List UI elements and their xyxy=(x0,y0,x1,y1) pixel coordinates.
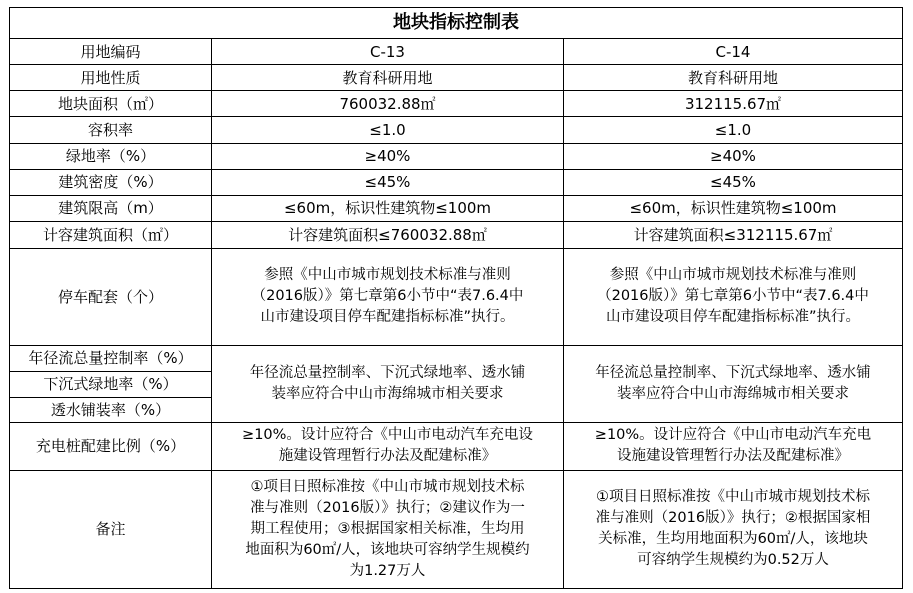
c14-value: C-14 xyxy=(564,39,903,65)
table-row xyxy=(10,39,903,65)
text-line: 装率应符合中山市海绵城市相关要求 xyxy=(617,385,849,402)
notes-row xyxy=(10,470,903,588)
notes-label: 备注 xyxy=(10,470,212,588)
charging-row xyxy=(10,422,903,470)
row-label: 用地编码 xyxy=(10,39,212,65)
eco-c14 xyxy=(564,345,903,422)
text-line: 地面积为60㎡/人，该地块可容纳学生规模约 xyxy=(245,541,530,558)
table-row xyxy=(10,143,903,169)
runoff-control-label: 年径流总量控制率（%） xyxy=(10,345,212,371)
table-row xyxy=(10,91,903,117)
c14-value: ≤1.0 xyxy=(564,117,903,143)
table-row xyxy=(10,65,903,91)
parking-label: 停车配套（个） xyxy=(10,248,212,345)
text-line: ①项目日照标准按《中山市城市规划技术标 xyxy=(250,478,525,495)
notes-c13 xyxy=(212,470,564,588)
row-label: 建筑密度（%） xyxy=(10,169,212,195)
table-row xyxy=(10,169,903,195)
text-line: 山市建设项目停车配建指标标准”执行。 xyxy=(605,309,860,326)
indicator-control-table xyxy=(9,7,903,589)
row-label: 用地性质 xyxy=(10,65,212,91)
text-line: 年径流总量控制率、下沉式绿地率、透水铺 xyxy=(595,364,871,381)
text-line: 关标准，生均用地面积为60㎡/人，该地块 xyxy=(598,531,868,548)
c13-value: ≤60m，标识性建筑物≤100m xyxy=(212,195,564,221)
text-line: 参照《中山市城市规划技术标准与准则 xyxy=(609,267,857,284)
c13-value: 760032.88㎡ xyxy=(212,91,564,117)
text-line: 为1.27万人 xyxy=(349,562,426,579)
title-row xyxy=(10,8,903,39)
permeable-paving-label: 透水铺装率（%） xyxy=(10,397,212,422)
parking-c13 xyxy=(212,248,564,345)
c14-value: 312115.67㎡ xyxy=(564,91,903,117)
text-line: ≥10%。设计应符合《中山市电动汽车充电设 xyxy=(242,427,533,444)
table-row xyxy=(10,195,903,221)
c13-value: C-13 xyxy=(212,39,564,65)
text-line: ≥10%。设计应符合《中山市电动汽车充电 xyxy=(594,427,872,444)
eco-c13 xyxy=(212,345,564,422)
text-line: 参照《中山市城市规划技术标准与准则 xyxy=(264,267,511,284)
c14-value: ≤45% xyxy=(564,169,903,195)
text-line: 设施建设管理暂行办法及配建标准》 xyxy=(617,448,849,465)
parking-c14 xyxy=(564,248,903,345)
c13-value: ≤1.0 xyxy=(212,117,564,143)
parking-row xyxy=(10,248,903,345)
c13-value: 教育科研用地 xyxy=(212,65,564,91)
text-line: 年径流总量控制率、下沉式绿地率、透水铺 xyxy=(249,364,526,381)
text-line: 准与准则（2016版）》执行；②建议作为一 xyxy=(250,499,525,516)
c14-value: ≥40% xyxy=(564,143,903,169)
row-label: 计容建筑面积（㎡） xyxy=(10,221,212,248)
text-line: （2016版）》第七章第6小节中“表7.6.4中 xyxy=(251,288,524,305)
table-title: 地块指标控制表 xyxy=(10,8,903,39)
text-line: 可容纳学生规模约为0.52万人 xyxy=(637,552,829,569)
charging-c13 xyxy=(212,422,564,470)
c13-value: 计容建筑面积≤760032.88㎡ xyxy=(212,221,564,248)
c14-value: 计容建筑面积≤312115.67㎡ xyxy=(564,221,903,248)
text-line: 准与准则（2016版）》执行；②根据国家相 xyxy=(595,510,871,527)
c13-value: ≤45% xyxy=(212,169,564,195)
eco-row xyxy=(10,345,903,371)
notes-c14 xyxy=(564,470,903,588)
c14-value: ≤60m，标识性建筑物≤100m xyxy=(564,195,903,221)
c13-value: ≥40% xyxy=(212,143,564,169)
text-line: （2016版）》第七章第6小节中“表7.6.4中 xyxy=(597,288,869,305)
row-label: 地块面积（㎡） xyxy=(10,91,212,117)
text-line: 施建设管理暂行办法及配建标准》 xyxy=(278,448,497,465)
text-line: 装率应符合中山市海绵城市相关要求 xyxy=(271,385,504,402)
row-label: 建筑限高（m） xyxy=(10,195,212,221)
table-row xyxy=(10,117,903,143)
row-label: 绿地率（%） xyxy=(10,143,212,169)
c14-value: 教育科研用地 xyxy=(564,65,903,91)
text-line: 期工程使用；③根据国家相关标准，生均用 xyxy=(250,520,525,537)
sunken-greenland-label: 下沉式绿地率（%） xyxy=(10,371,212,397)
text-line: 山市建设项目停车配建指标标准”执行。 xyxy=(260,309,515,326)
row-label: 容积率 xyxy=(10,117,212,143)
table-row xyxy=(10,221,903,248)
text-line: ①项目日照标准按《中山市城市规划技术标 xyxy=(596,489,870,506)
charging-c14 xyxy=(564,422,903,470)
charging-label: 充电桩配建比例（%） xyxy=(10,422,212,470)
